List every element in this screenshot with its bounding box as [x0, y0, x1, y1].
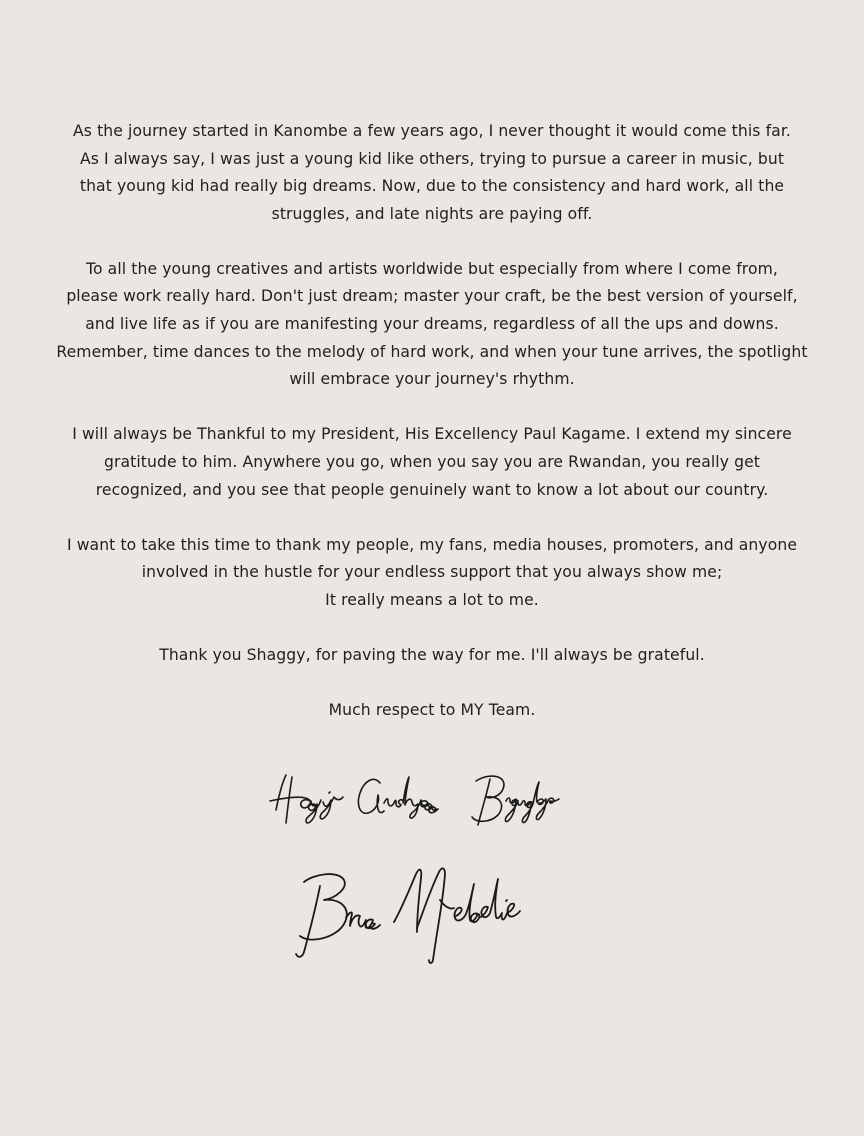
paragraph-journey [0, 118, 864, 228]
text-line: please work really hard. Don't just dream; master your craft, be the best version of yourself, [66, 287, 798, 306]
text-line: gratitude to him. Anywhere you go, when you say you are Rwandan, you really get [103, 452, 761, 471]
paragraph-team [0, 697, 864, 725]
text-line: struggles, and late nights are paying off. [271, 204, 593, 223]
text-line: and live life as if you are manifesting your dreams, regardless of all the ups and downs. [85, 315, 779, 334]
text-line: Thank you Shaggy, for paving the way for me. I'll always be grateful. [159, 645, 705, 664]
text-line: I want to take this time to thank my people, my fans, media houses, promoters, and anyone [66, 535, 798, 554]
tagline-signature [268, 765, 608, 835]
text-line: As I always say, I was just a young kid like others, trying to pursue a career in music, but [79, 149, 785, 168]
paragraph-president [0, 421, 864, 504]
paragraph-creatives [0, 256, 864, 394]
paragraph-thanks-shaggy [0, 642, 864, 670]
text-line: Remember, time dances to the melody of hard work, and when your tune arrives, the spotlight [56, 342, 808, 361]
text-line: recognized, and you see that people genuinely want to know a lot about our country. [95, 480, 769, 499]
text-line: I will always be Thankful to my President, His Excellency Paul Kagame. I extend my sincere [72, 425, 792, 444]
text-line: involved in the hustle for your endless support that you always show me; [141, 563, 723, 582]
text-line: It really means a lot to me. [325, 590, 539, 609]
text-line: As the journey started in Kanombe a few years ago, I never thought it would come this far. [73, 122, 791, 140]
text-line: Much respect to MY Team. [328, 701, 536, 719]
text-line: To all the young creatives and artists worldwide but especially from where I come from, [86, 259, 778, 278]
name-signature [290, 860, 580, 970]
paragraph-thanks-people [0, 532, 864, 615]
text-line: that young kid had really big dreams. Now, due to the consistency and hard work, all the [79, 177, 785, 196]
letter-body [0, 118, 864, 752]
text-line: will embrace your journey's rhythm. [289, 370, 575, 389]
